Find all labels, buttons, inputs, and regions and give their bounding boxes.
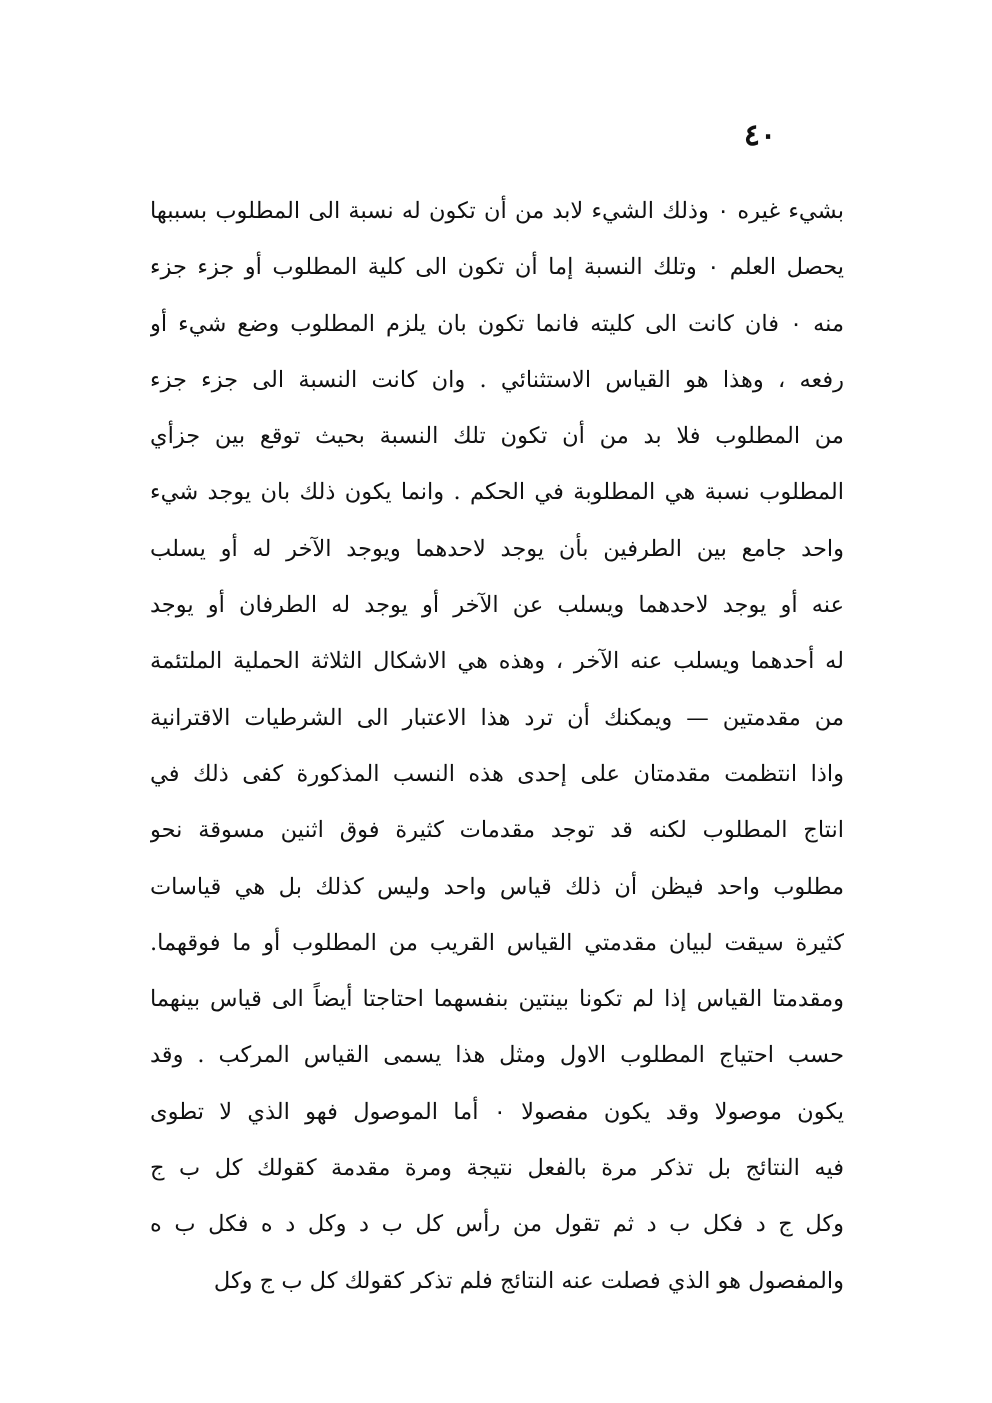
text-line-14: كثيرة سيقت لبيان مقدمتي القياس القريب من المطلوب أو ما فوقهما. (150, 929, 844, 956)
text-line-19: وكل ج د فكل ب د ثم تقول من رأس كل ب د وكل د ه فكل ب ه (150, 1211, 844, 1238)
body-text (150, 183, 844, 1309)
text-line-1: بشيء غيره ٠ وذلك الشيء لابد من أن تكون له نسبة الى المطلوب بسببها (150, 198, 844, 224)
text-line-2: يحصل العلم ٠ وتلك النسبة إما أن تكون الى كلية المطلوب أو جزء جزء (150, 254, 844, 281)
text-line-8: عنه أو يوجد لاحدهما ويسلب عن الآخر أو يوجد له الطرفان أو يوجد (150, 592, 844, 619)
text-line-20: والمفصول هو الذي فصلت عنه النتائج فلم تذكر كقولك كل ب ج وكل (213, 1267, 844, 1294)
page-number: ٤٠ (743, 118, 777, 153)
text-line-18: فيه النتائج بل تذكر مرة بالفعل نتيجة ومرة مقدمة كقولك كل ب ج (150, 1155, 844, 1182)
text-line-17: يكون موصولا وقد يكون مفصولا ٠ أما الموصول فهو الذي لا تطوى (150, 1098, 844, 1125)
text-line-16: حسب احتياج المطلوب الاول ومثل هذا يسمى القياس المركب . وقد (150, 1042, 844, 1069)
text-line-13: مطلوب واحد فيظن أن ذلك قياس واحد وليس كذلك بل هي قياسات (150, 873, 844, 900)
text-line-12: انتاج المطلوب لكنه قد توجد مقدمات كثيرة فوق اثنين مسوقة نحو (150, 817, 844, 844)
text-line-5: من المطلوب فلا بد من أن تكون تلك النسبة بحيث توقع بين جزأي (150, 423, 844, 450)
text-line-11: واذا انتظمت مقدمتان على إحدى هذه النسب المذكورة كفى ذلك في (150, 760, 844, 787)
text-line-15: ومقدمتا القياس إذا لم تكونا بينتين بنفسهما احتاجتا أيضاً الى قياس بينهما (150, 986, 844, 1013)
text-line-7: واحد جامع بين الطرفين بأن يوجد لاحدهما ويوجد الآخر له أو يسلب (150, 535, 844, 562)
text-line-3: منه ٠ فان كانت الى كليته فانما تكون بان يلزم المطلوب وضع شيء أو (150, 310, 844, 337)
text-line-9: له أحدهما ويسلب عنه الآخر ، وهذه هي الاشكال الثلاثة الحملية الملتئمة (150, 648, 844, 675)
text-line-6: المطلوب نسبة هي المطلوبة في الحكم . وانما يكون ذلك بان يوجد شيء (150, 479, 844, 506)
text-line-10: من مقدمتين — ويمكنك أن ترد هذا الاعتبار الى الشرطيات الاقترانية (150, 704, 844, 731)
text-line-4: رفعه ، وهذا هو القياس الاستثنائي . وان كانت النسبة الى جزء جزء (150, 366, 844, 393)
